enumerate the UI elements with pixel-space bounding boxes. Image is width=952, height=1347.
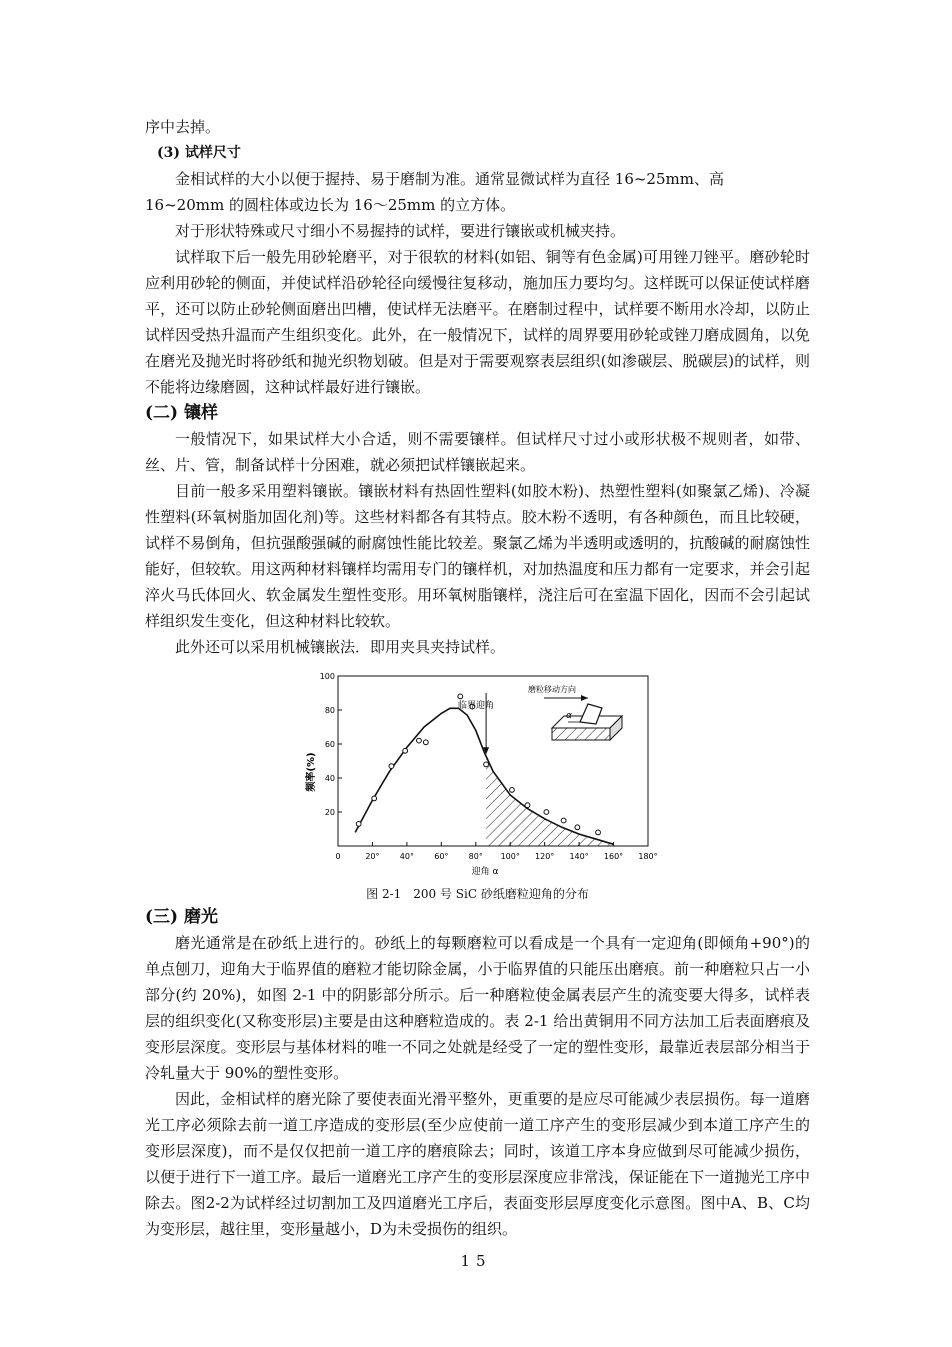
data-point (484, 762, 489, 767)
paragraph-polishing-1: 磨光通常是在砂纸上进行的。砂纸上的每颗磨粒可以看成是一个具有一定迎角(即倾角+90°)的单点刨刀，迎角大于临界值的磨粒才能切除金属，小于临界值的只能压出磨痕。前一种磨粒只占一小部分(约 20%)，如图 2-1 中的阴影部分所示。后一种磨粒使金属表层产生的流变要大得多，试样表层的组织变化(又称变形层)主要是由这种磨粒造成的。表 2-1 给出黄铜用不同方法加工后表面磨痕及变形层深度。变形层与基体材料的唯一不同之处就是经受了一定的塑性变形，最靠近表层部分相当于冷轧量大于 90%的塑性变形。 (145, 934, 810, 1082)
line-continuation: 序中去掉。 (145, 118, 221, 136)
attack-angle-chart (290, 668, 670, 878)
paragraph-grinding-wheel: 试样取下后一般先用砂轮磨平，对于很软的材料(如铝、铜等有色金属)可用锉刀锉平。磨砂轮时应利用砂轮的侧面，并使试样沿砂轮径向缓慢往复移动，施加压力要均匀。这样既可以保证使试样磨平，还可以防止砂轮侧面磨出凹槽，使试样无法磨平。在磨制过程中，试样要不断用水冷却，以防止试样因受热升温而产生组织变化。此外，在一般情况下，试样的周界要用砂轮或锉刀磨成圆角，以免在磨光及抛光时将砂纸和抛光织物划破。但是对于需要观察表层组织(如渗碳层、脱碳层)的试样，则不能将边缘磨圆，这种试样最好进行镶嵌。 (145, 248, 810, 396)
inset-alpha-symbol: α (566, 711, 572, 721)
section-heading-mounting: (二) 镶样 (145, 403, 219, 423)
figure-caption: 图 2-1 200 号 SiC 砂纸磨粒迎角的分布 (366, 887, 589, 901)
page-number: 15 (460, 1252, 492, 1270)
data-point (356, 822, 361, 827)
data-point (510, 788, 515, 793)
abrasive-inset-diagram (544, 695, 622, 740)
y-tick-label: 80 (324, 706, 335, 715)
data-point (525, 803, 530, 808)
data-point (423, 740, 428, 745)
data-point (596, 830, 601, 835)
paragraph-mounting-1: 一般情况下，如果试样大小合适，则不需要镶样。但试样尺寸过小或形状极不规则者，如带、丝、片、管，制备试样十分困难，就必须把试样镶嵌起来。 (145, 430, 810, 474)
data-point (561, 818, 566, 823)
x-tick-label: 180° (638, 852, 658, 861)
data-point (544, 810, 549, 815)
paragraph-mounting-2: 目前一般多采用塑料镶嵌。镶嵌材料有热固性塑料(如胶木粉)、热塑性塑料(如聚氯乙烯)、冷凝性塑料(环氧树脂加固化剂)等。这些材料都各有其特点。胶木粉不透明，有各种颜色，而且比较硬，试样不易倒角，但抗强酸强碱的耐腐蚀性能比较差。聚氯乙烯为半透明或透明的，抗酸碱的耐腐蚀性能好，但较软。用这两种材料镶样均需用专门的镶样机，对加热温度和压力都有一定要求，并会引起淬火马氏体回火、软金属发生塑性变形。用环氧树脂镶样，浇注后可在室温下固化，因而不会引起试样组织发生变化，但这种材料比较软。 (145, 482, 810, 630)
paragraph-size-1b: 16~20mm 的圆柱体或边长为 16～25mm 的立方体。 (145, 196, 516, 214)
x-tick-label: 80° (468, 852, 483, 861)
y-tick-label: 60 (324, 740, 335, 749)
data-point (458, 694, 463, 699)
data-point (417, 738, 422, 743)
x-tick-label: 60° (434, 852, 449, 861)
x-tick-label: 20° (365, 852, 380, 861)
y-tick-label: 100 (319, 672, 335, 681)
paragraph-special-shape: 对于形状特殊或尺寸细小不易握持的试样，要进行镶嵌或机械夹持。 (175, 222, 626, 240)
shaded-region (486, 756, 613, 846)
polishing-section (145, 904, 810, 1242)
paragraph-size-1a: 金相试样的大小以便于握持、易于磨制为准。通常显微试样为直径 16~25mm、高 (175, 170, 724, 188)
y-axis-label: 频率(%) (306, 752, 317, 792)
critical-angle-label: 临界迎角 (458, 701, 495, 711)
subheading-sample-size: (3) 试样尺寸 (157, 145, 241, 161)
paragraph-mounting-3: 此外还可以采用机械镶嵌法．即用夹具夹持试样。 (175, 638, 506, 656)
data-point (372, 796, 377, 801)
y-tick-label: 40 (324, 774, 335, 783)
data-point (403, 748, 408, 753)
x-tick-label: 40° (399, 852, 414, 861)
inset-direction-label: 磨粒移动方向 (528, 685, 576, 694)
top-text-block (145, 114, 810, 660)
x-tick-label: 140° (569, 852, 589, 861)
x-axis-label: 迎角 α (471, 867, 499, 877)
y-tick-label: 20 (324, 808, 335, 817)
x-tick-label: 100° (500, 852, 520, 861)
data-point (389, 764, 394, 769)
x-tick-label: 160° (603, 852, 624, 861)
data-point (575, 825, 580, 830)
paragraph-polishing-2: 因此，金相试样的磨光除了要使表面光滑平整外，更重要的是应尽可能减少表层损伤。每一道磨光工序必须除去前一道工序造成的变形层(至少应使前一道工序产生的变形层减少到本道工序产生的变形层深度)，而不是仅仅把前一道工序的磨痕除去；同时，该道工序本身应做到尽可能减少损伤，以便于进行下一道工序。最后一道磨光工序产生的变形层深度应非常浅，保证能在下一道抛光工序中除去。图2-2为试样经过切割加工及四道磨光工序后，表面变形层厚度变化示意图。图中A、B、C均为变形层，越往里，变形量越小，D为未受损伤的组织。 (145, 1090, 810, 1238)
section-heading-polishing: (三) 磨光 (145, 907, 219, 927)
x-tick-label: 120° (535, 852, 555, 861)
x-tick-label: 0 (335, 852, 341, 861)
figure-2-1 (290, 668, 670, 908)
